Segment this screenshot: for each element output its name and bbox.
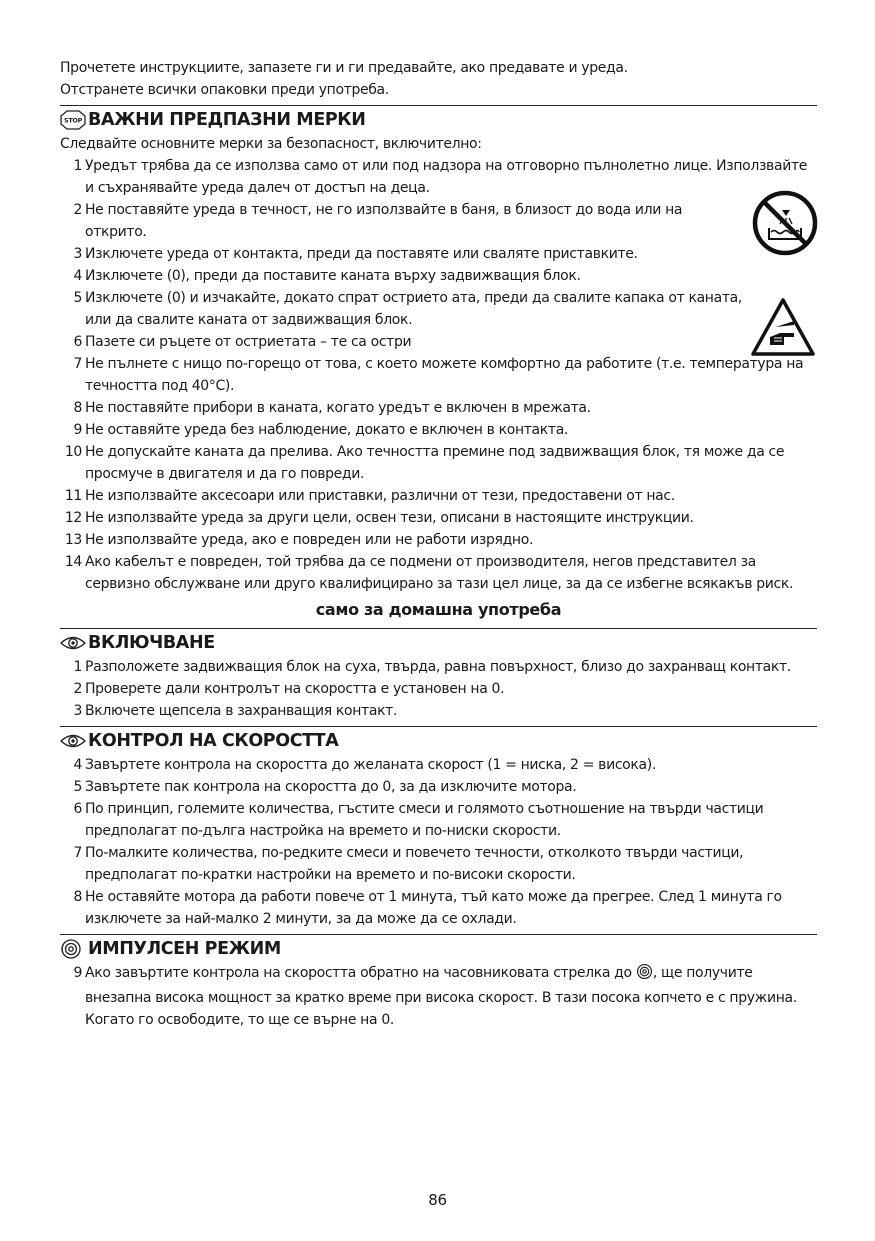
- intro-line: Прочетете инструкциите, запазете ги и ги предавайте, ако предавате и уреда.: [60, 60, 628, 76]
- section-header-pulse: [60, 934, 817, 962]
- list-item: 5 Изключете (0) и изчакайте, докато спрат острието ата, преди да свалите капака от каната, или да свалите каната от задвижващия блок.: [73, 290, 742, 328]
- list-item: 4 Завъртете контрола на скоростта до желаната скорост (1 = ниска, 2 = висока).: [73, 757, 656, 773]
- list-item: 13 Не използвайте уреда, ако е повреден или не работи изрядно.: [64, 532, 534, 548]
- section-title: КОНТРОЛ НА СКОРОСТТА: [88, 730, 339, 751]
- list-item: 1 Уредът трябва да се използва само от или под надзора на отговорно пълнолетно лице. Използвайте и съхранявайте уреда далеч от достъп на деца.: [73, 158, 808, 196]
- section-header-switch-on: [60, 628, 817, 656]
- list-item: 2 Проверете дали контролът на скоростта е установен на 0.: [73, 681, 505, 697]
- list-item: 2 Не поставяйте уреда в течност, не го използвайте в баня, в близост до вода или на открито.: [73, 202, 683, 240]
- list-item: 6 По принцип, големите количества, гъстите смеси и голямото съотношение на твърди частици предполагат по-дълга настройка на времето и по-ниски скорости.: [73, 801, 764, 839]
- section-title: ВКЛЮЧВАНЕ: [88, 632, 215, 653]
- section-title: ИМПУЛСЕН РЕЖИМ: [88, 938, 281, 959]
- pulse-text-before: Ако завъртите контрола на скоростта обратно на часовниковата стрелка до: [85, 965, 632, 981]
- list-item: 10 Не допускайте каната да прелива. Ако течността премине под задвижващия блок, тя може да се просмуче в двигателя и да го повреди.: [64, 444, 785, 482]
- eye-icon: [60, 631, 88, 655]
- list-item: 4 Изключете (0), преди да поставите каната върху задвижващия блок.: [73, 268, 581, 284]
- list-item: 8 Не оставяйте мотора да работи повече от 1 минута, тъй като може да прегрее. След 1 минута го изключете за най-малко 2 минути, за да може да се охлади.: [73, 889, 782, 927]
- home-use-note: само за домашна употреба: [315, 600, 562, 619]
- intro-line: Отстранете всички опаковки преди употреба.: [60, 82, 389, 98]
- sharp-blade-warning-icon: [750, 297, 816, 361]
- list-item: 3 Включете щепсела в захранващия контакт.: [73, 703, 398, 719]
- list-item: 7 Не пълнете с нищо по-горещо от това, с което можете комфортно да работите (т.е. температура на течността под 40°C).: [73, 356, 804, 394]
- safety-lead: Следвайте основните мерки за безопасност, включително:: [60, 136, 482, 152]
- list-item: 5 Завъртете пак контрола на скоростта до 0, за да изключите мотора.: [73, 779, 577, 795]
- list-item: 12 Не използвайте уреда за други цели, освен тези, описани в настоящите инструкции.: [64, 510, 694, 526]
- list-item: 1 Разположете задвижващия блок на суха, твърда, равна повърхност, близо до захранващ контакт.: [73, 659, 791, 675]
- section-header-speed: [60, 726, 817, 754]
- list-item: 3 Изключете уреда от контакта, преди да поставяте или сваляте приставките.: [73, 246, 638, 262]
- list-item: 8 Не поставяйте прибори в каната, когато уредът е включен в мрежата.: [73, 400, 591, 416]
- stop-icon: [60, 108, 88, 132]
- speed-list: [60, 754, 817, 930]
- pulse-text-after: , ще получите внезапна висока мощност за кратко време при висока скорост. В тази посока копчето е с пружина. Когато го освободите, то ще се върне на 0.: [85, 965, 797, 1028]
- page-number: 86: [428, 1191, 447, 1209]
- section-title: ВАЖНИ ПРЕДПАЗНИ МЕРКИ: [88, 109, 366, 130]
- list-item: 14 Ако кабелът е повреден, той трябва да се подмени от производителя, негов представител за сервизно обслужване или друго квалифицирано за тази цел лице, за да се избегне всякакъв риск.: [64, 554, 794, 592]
- pulse-icon: [636, 963, 653, 987]
- safety-list: [60, 155, 817, 595]
- document-page: [60, 57, 817, 1031]
- intro: [60, 57, 817, 101]
- list-item: 9 Ако завъртите контрола на скоростта обратно на часовниковата стрелка до , ще получите внезапна висока мощност за кратко време при висока скорост. В тази посока копчето е с пружина. Когато го освободите, то ще се върне на 0.: [73, 965, 797, 1028]
- switch-on-list: [60, 656, 817, 722]
- eye-icon: [60, 729, 88, 753]
- no-water-immersion-icon: [752, 190, 818, 260]
- svg-text:STOP: STOP: [63, 116, 83, 124]
- list-item: 9 Не оставяйте уреда без наблюдение, докато е включен в контакта.: [73, 422, 569, 438]
- pulse-list: [60, 962, 817, 1031]
- section-header-safety: [60, 105, 817, 133]
- list-item: 11 Не използвайте аксесоари или приставки, различни от тези, предоставени от нас.: [64, 488, 675, 504]
- pulse-icon: [60, 937, 88, 961]
- list-item: 7 По-малките количества, по-редките смеси и повечето течности, отколкото твърди частици, предполагат по-кратки настройки на времето и по-високи скорости.: [73, 845, 744, 883]
- list-item: 6 Пазете си ръцете от остриетата – те са остри: [73, 334, 412, 350]
